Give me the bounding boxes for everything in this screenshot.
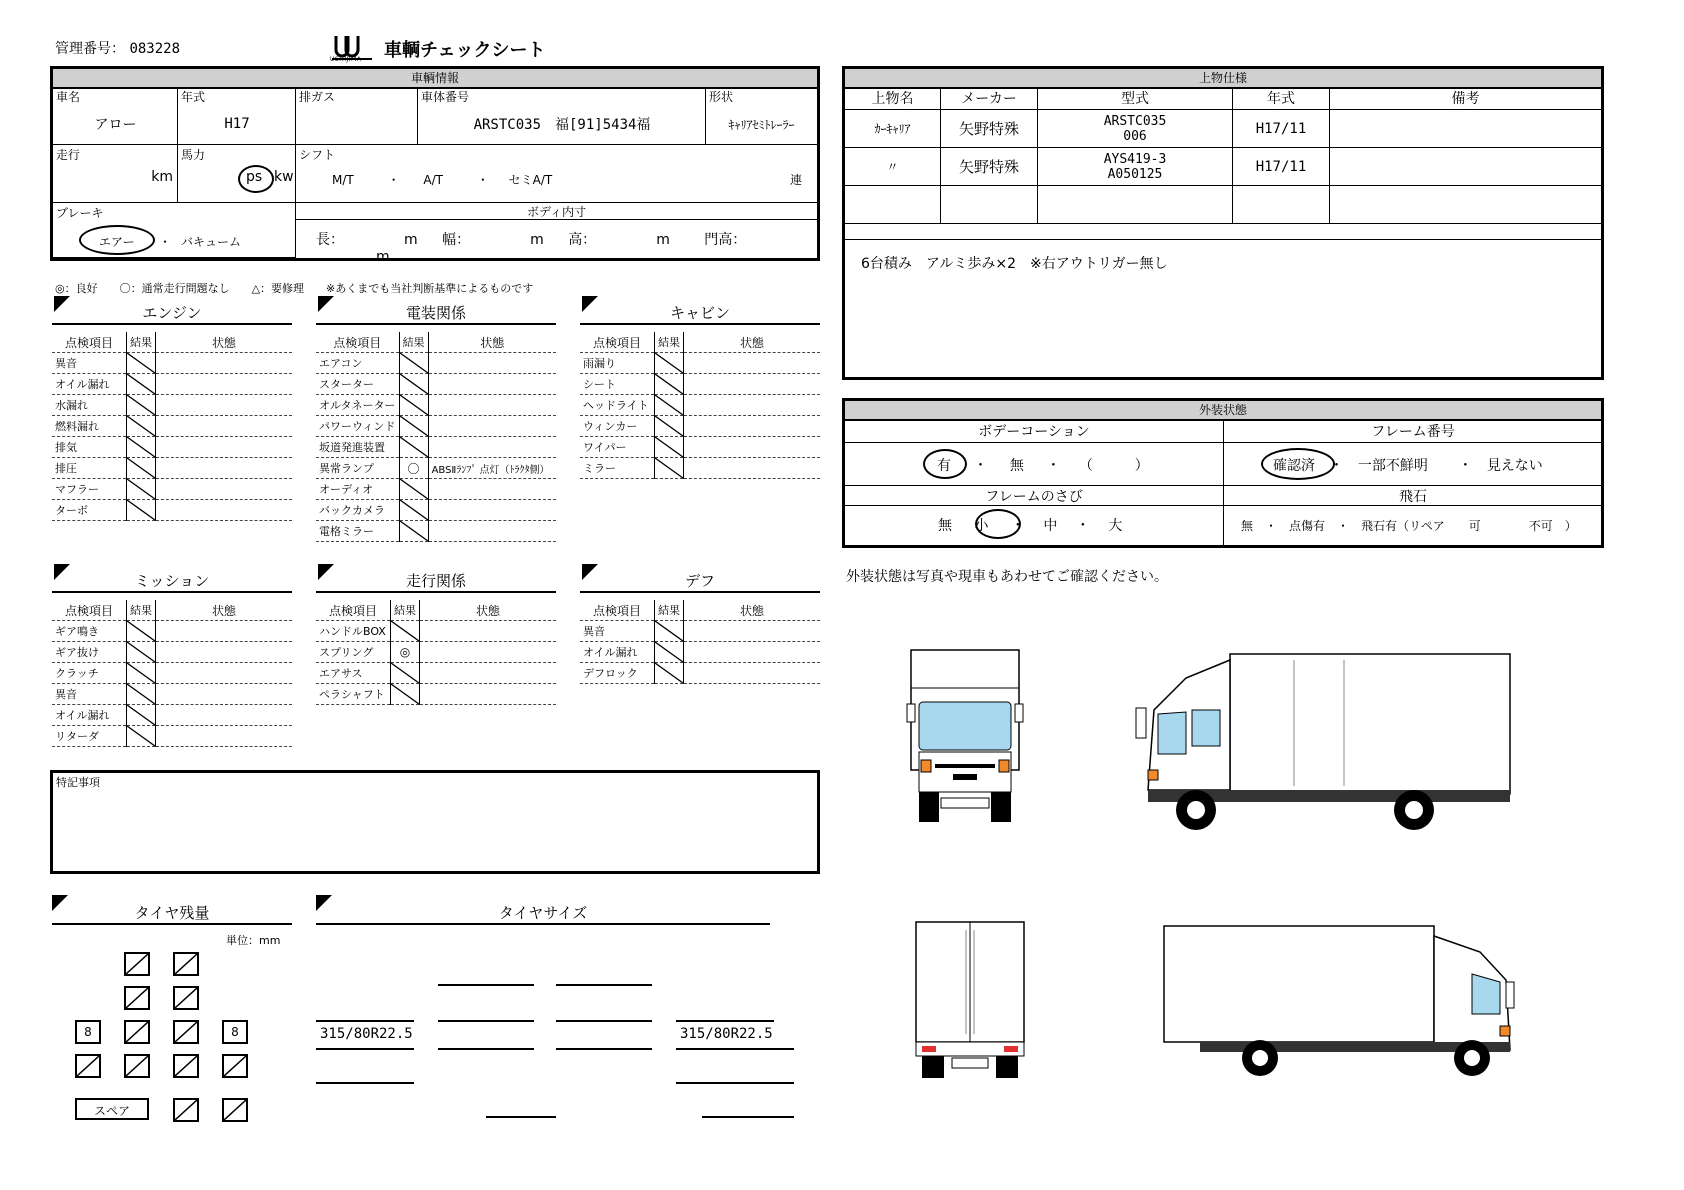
diagonal-slash-icon bbox=[127, 642, 155, 662]
upper-row: 〃 矢野特殊 AYS419-3 A050125 H17/11 bbox=[845, 148, 1601, 186]
check-row: 異常ランプ 〇 ABSⅡﾗﾝﾌﾟ 点灯（ﾄﾗｸﾀ側） bbox=[316, 458, 556, 479]
check-row: オルタネーター bbox=[316, 395, 556, 416]
vehicle-info-box bbox=[50, 66, 820, 265]
check-row: シート bbox=[580, 374, 820, 395]
tire-box bbox=[173, 1054, 199, 1078]
check-row: 異音 bbox=[52, 684, 292, 705]
tire-size-line bbox=[316, 1082, 414, 1084]
chassis-cell: 車体番号 ARSTC035 福[91]5434福 bbox=[418, 87, 706, 145]
tire-box bbox=[222, 1098, 248, 1122]
tire-box bbox=[124, 1020, 150, 1044]
tire-box bbox=[124, 986, 150, 1010]
tire-size-line bbox=[556, 1020, 652, 1022]
check-row: ミラー bbox=[580, 458, 820, 479]
diagonal-slash-icon bbox=[400, 374, 428, 394]
tire-remain-title: タイヤ残量 bbox=[52, 902, 292, 925]
legend: ◎：良好 〇：通常走行問題なし △：要修理 ※あくまでも当社判断基準によるものです bbox=[55, 282, 534, 295]
diagonal-slash-icon bbox=[655, 395, 683, 415]
truck-right-side-view bbox=[1160, 922, 1546, 1082]
upper-spec-box bbox=[842, 66, 1604, 380]
tire-box bbox=[173, 1020, 199, 1044]
diagonal-slash-icon bbox=[175, 954, 197, 974]
check-row: 排圧 bbox=[52, 458, 292, 479]
check-row: オーディオ bbox=[316, 479, 556, 500]
running-check-table: 点検項目 結果 状態 ハンドルBOX スプリング ◎ エアサス ペラシャフト bbox=[316, 600, 556, 705]
diagonal-slash-icon bbox=[127, 705, 155, 725]
check-row: ギア抜け bbox=[52, 642, 292, 663]
diagonal-slash-icon bbox=[655, 416, 683, 436]
diagonal-slash-icon bbox=[655, 353, 683, 373]
diagonal-slash-icon bbox=[655, 642, 683, 662]
check-row: ワイパー bbox=[580, 437, 820, 458]
check-row: オイル漏れ bbox=[52, 374, 292, 395]
diagonal-slash-icon bbox=[127, 621, 155, 641]
diagonal-slash-icon bbox=[127, 500, 155, 520]
check-row: ウィンカー bbox=[580, 416, 820, 437]
tire-size-line bbox=[676, 1048, 794, 1050]
check-row: 燃料漏れ bbox=[52, 416, 292, 437]
diagonal-slash-icon bbox=[400, 395, 428, 415]
truck-left-side-view bbox=[1114, 650, 1514, 840]
check-row: マフラー bbox=[52, 479, 292, 500]
diagonal-slash-icon bbox=[175, 1100, 197, 1120]
diagonal-slash-icon bbox=[391, 621, 419, 641]
check-row: エアコン bbox=[316, 353, 556, 374]
check-row: 水漏れ bbox=[52, 395, 292, 416]
diagonal-slash-icon bbox=[224, 1100, 246, 1120]
company-logo: USHIJIMA bbox=[330, 34, 378, 64]
upper-spec-header: 上物仕様 bbox=[845, 69, 1601, 89]
tire-box bbox=[75, 1054, 101, 1078]
exterior-box: 外装状態 ボデーコーション フレーム番号 有 ・ 無 ・ （ ） 確認済 ・ 一部不鮮明 ・ 見えない フレームのさび 飛石 無 小 ・ 中 ・ 大 無 ・ 点傷有 ・ 飛石有（リペア 可 不可 ） bbox=[842, 398, 1604, 548]
diagonal-slash-icon bbox=[655, 621, 683, 641]
diagonal-slash-icon bbox=[127, 458, 155, 478]
chassis-number: ARSTC035 福[91]5434福 bbox=[473, 117, 651, 133]
check-row: オイル漏れ bbox=[580, 642, 820, 663]
diagonal-slash-icon bbox=[127, 684, 155, 704]
tire-size-line bbox=[438, 1048, 534, 1050]
diff-section-title: デフ bbox=[580, 570, 820, 593]
check-row: 坂道発進装置 bbox=[316, 437, 556, 458]
mission-section-title: ミッション bbox=[52, 570, 292, 593]
diagonal-slash-icon bbox=[126, 954, 148, 974]
diagonal-slash-icon bbox=[127, 416, 155, 436]
vehicle-year: H17 bbox=[224, 116, 250, 132]
tire-size-line bbox=[316, 1020, 414, 1022]
diagonal-slash-icon bbox=[77, 1056, 99, 1076]
diagonal-slash-icon bbox=[400, 437, 428, 457]
shape-cell: 形状 ｷｬﾘｱｾﾐﾄﾚｰﾗｰ bbox=[706, 87, 817, 145]
emission-cell: 排ガス bbox=[296, 87, 418, 145]
tire-size-right: 315/80R22.5 bbox=[680, 1026, 773, 1042]
check-row: 排気 bbox=[52, 437, 292, 458]
diagonal-slash-icon bbox=[126, 988, 148, 1008]
diagonal-slash-icon bbox=[126, 1022, 148, 1042]
diagonal-slash-icon bbox=[400, 479, 428, 499]
horsepower-cell: 馬力 ps kw bbox=[178, 145, 296, 203]
diagonal-slash-icon bbox=[655, 437, 683, 457]
cabin-section-title: キャビン bbox=[580, 302, 820, 325]
tire-size-line bbox=[676, 1020, 774, 1022]
exterior-header: 外装状態 bbox=[845, 401, 1601, 421]
running-section-title: 走行関係 bbox=[316, 570, 556, 593]
tire-size-line bbox=[438, 1020, 534, 1022]
check-row: エアサス bbox=[316, 663, 556, 684]
management-number: 管理番号： 083228 bbox=[55, 41, 181, 57]
diagonal-slash-icon bbox=[224, 1056, 246, 1076]
diagonal-slash-icon bbox=[391, 684, 419, 704]
check-row: パワーウィンド bbox=[316, 416, 556, 437]
tire-size-left: 315/80R22.5 bbox=[320, 1026, 413, 1042]
upper-spec-table: 上物名 メーカー 型式 年式 備考 ｶｰｷｬﾘｱ 矢野特殊 ARSTC035 006 H17/11 〃 矢野特殊 AYS419-3 A050125 H17/11 bbox=[845, 87, 1601, 240]
brake-cell: ブレーキ エアー ・ バキューム bbox=[53, 203, 296, 258]
tire-size-line bbox=[316, 1048, 414, 1050]
check-row: 雨漏り bbox=[580, 353, 820, 374]
diagonal-slash-icon bbox=[400, 416, 428, 436]
check-row: ヘッドライト bbox=[580, 395, 820, 416]
check-row: バックカメラ bbox=[316, 500, 556, 521]
tire-size-line bbox=[556, 1048, 652, 1050]
mileage-cell: 走行 km bbox=[53, 145, 178, 203]
diagonal-slash-icon bbox=[127, 726, 155, 746]
exterior-note: 外装状態は写真や現車もあわせてご確認ください。 bbox=[846, 569, 1168, 585]
tire-depth-box: 8 bbox=[222, 1020, 248, 1044]
diagonal-slash-icon bbox=[655, 374, 683, 394]
diagonal-slash-icon bbox=[400, 521, 428, 541]
tire-size-line bbox=[438, 984, 534, 986]
tire-box bbox=[222, 1054, 248, 1078]
tire-size-line bbox=[702, 1116, 794, 1118]
document-title: 車輌チェックシート bbox=[384, 40, 546, 61]
engine-check-table: 点検項目 結果 状態 異音 オイル漏れ 水漏れ 燃料漏れ 排気 排圧 マフラー ターボ bbox=[52, 332, 292, 521]
tire-size-line bbox=[486, 1116, 556, 1118]
check-row: 異音 bbox=[580, 621, 820, 642]
diff-check-table: 点検項目 結果 状態 異音 オイル漏れ デフロック bbox=[580, 600, 820, 684]
check-row: デフロック bbox=[580, 663, 820, 684]
upper-spec-note: 6台積み アルミ歩み×2 ※右アウトリガー無し bbox=[861, 256, 1168, 272]
vehicle-name: アロー bbox=[94, 117, 137, 133]
body-dimensions-cell: ボディ内寸 長： m 幅： m 高： m 門高：m bbox=[296, 203, 817, 258]
check-row: オイル漏れ bbox=[52, 705, 292, 726]
tire-box bbox=[124, 1054, 150, 1078]
tire-depth-box: 8 bbox=[75, 1020, 101, 1044]
diagonal-slash-icon bbox=[126, 1056, 148, 1076]
electric-section-title: 電装関係 bbox=[316, 302, 556, 325]
truck-rear-view bbox=[912, 920, 1028, 1080]
notes-box: 特記事項 bbox=[50, 770, 820, 874]
diagonal-slash-icon bbox=[655, 663, 683, 683]
cabin-check-table: 点検項目 結果 状態 雨漏り シート ヘッドライト ウィンカー ワイパー ミラー bbox=[580, 332, 820, 479]
diagonal-slash-icon bbox=[127, 437, 155, 457]
diagonal-slash-icon bbox=[127, 353, 155, 373]
check-row: 異音 bbox=[52, 353, 292, 374]
diagonal-slash-icon bbox=[175, 1022, 197, 1042]
spare-box: スペア bbox=[75, 1098, 149, 1120]
diagonal-slash-icon bbox=[400, 353, 428, 373]
vehicle-shape: ｷｬﾘｱｾﾐﾄﾚｰﾗｰ bbox=[728, 117, 795, 132]
check-row: クラッチ bbox=[52, 663, 292, 684]
truck-front-view bbox=[905, 648, 1025, 828]
tire-box bbox=[173, 986, 199, 1010]
check-row: 電格ミラー bbox=[316, 521, 556, 542]
diagonal-slash-icon bbox=[127, 663, 155, 683]
shift-cell: シフト M/T ・ A/T ・ セミA/T 連 bbox=[296, 145, 817, 203]
mission-check-table: 点検項目 結果 状態 ギア鳴き ギア抜け クラッチ 異音 オイル漏れ リターダ bbox=[52, 600, 292, 747]
diagonal-slash-icon bbox=[127, 374, 155, 394]
electric-check-table: 点検項目 結果 状態 エアコン スターター オルタネーター パワーウィンド 坂道発進装置 異常ランプ 〇 ABSⅡﾗﾝﾌﾟ 点灯（ﾄﾗｸﾀ側） オーディオ バックカメラ 電格ミラー bbox=[316, 332, 556, 542]
diagonal-slash-icon bbox=[175, 988, 197, 1008]
tire-size-line bbox=[556, 984, 652, 986]
diagonal-slash-icon bbox=[175, 1056, 197, 1076]
check-row: ギア鳴き bbox=[52, 621, 292, 642]
check-row: ハンドルBOX bbox=[316, 621, 556, 642]
upper-row: ｶｰｷｬﾘｱ 矢野特殊 ARSTC035 006 H17/11 bbox=[845, 110, 1601, 148]
check-row: ターボ bbox=[52, 500, 292, 521]
diagonal-slash-icon bbox=[127, 479, 155, 499]
diagonal-slash-icon bbox=[127, 395, 155, 415]
check-row: リターダ bbox=[52, 726, 292, 747]
vehicle-info-header: 車輌情報 bbox=[53, 69, 817, 89]
check-row: スプリング ◎ bbox=[316, 642, 556, 663]
upper-row bbox=[845, 186, 1601, 224]
tire-size-line bbox=[676, 1082, 794, 1084]
diagonal-slash-icon bbox=[655, 458, 683, 478]
tire-box bbox=[173, 952, 199, 976]
tire-box bbox=[173, 1098, 199, 1122]
diagonal-slash-icon bbox=[391, 663, 419, 683]
tire-size-title: タイヤサイズ bbox=[316, 902, 770, 925]
check-row: スターター bbox=[316, 374, 556, 395]
check-row: ペラシャフト bbox=[316, 684, 556, 705]
name-cell: 車名 アロー bbox=[53, 87, 178, 145]
tire-box bbox=[124, 952, 150, 976]
diagonal-slash-icon bbox=[400, 500, 428, 520]
year-cell: 年式 H17 bbox=[178, 87, 296, 145]
engine-section-title: エンジン bbox=[52, 302, 292, 325]
